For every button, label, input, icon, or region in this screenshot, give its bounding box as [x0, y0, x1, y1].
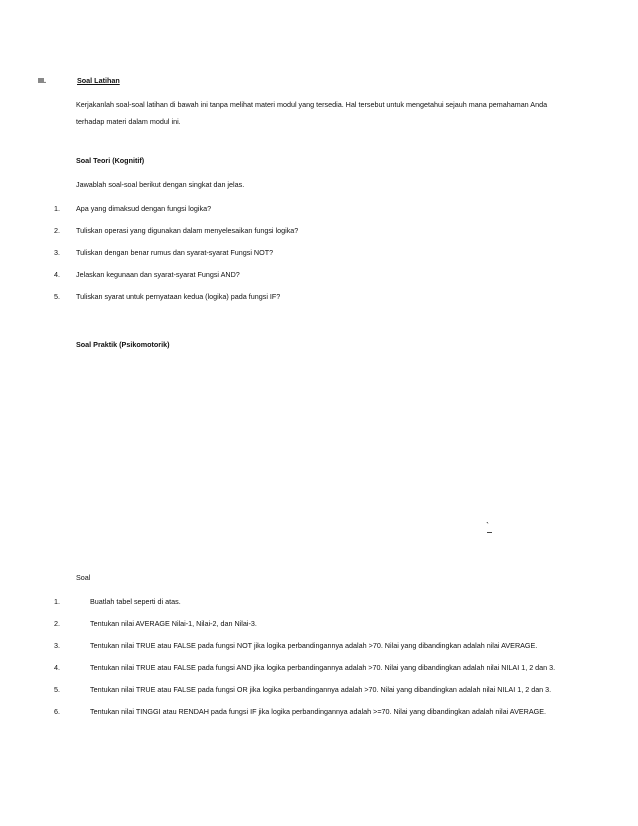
practice-q3-text: Tentukan nilai TRUE atau FALSE pada fungsi NOT jika logika perbandingannya adalah >70. Nilai yang dibandingkan adalah nilai AVERAGE.	[90, 641, 538, 650]
practice-heading: Soal Praktik (Psikomotorik)	[76, 340, 170, 349]
theory-q3-number: 3.	[54, 248, 60, 257]
practice-subheading: Soal	[76, 573, 91, 582]
theory-heading: Soal Teori (Kognitif)	[76, 156, 145, 165]
practice-q1-text: Buatlah tabel seperti di atas.	[90, 597, 181, 606]
practice-q4-number: 4.	[54, 663, 60, 672]
theory-instruction: Jawablah soal-soal berikut dengan singkat dan jelas.	[76, 180, 245, 189]
practice-q1-number: 1.	[54, 597, 60, 606]
theory-q1-number: 1.	[54, 204, 60, 213]
theory-q4-text: Jelaskan kegunaan dan syarat-syarat Fungsi AND?	[76, 270, 240, 279]
theory-q5-number: 5.	[54, 292, 60, 301]
theory-q1-text: Apa yang dimaksud dengan fungsi logika?	[76, 204, 212, 213]
stray-mark: `	[486, 521, 489, 531]
intro-paragraph: Kerjakanlah soal-soal latihan di bawah ini tanpa melihat materi modul yang tersedia. Hal tersebut untuk mengetahui sejauh mana pemahaman Anda terhadap materi dalam modul ini.	[76, 100, 548, 126]
section-title: Soal Latihan	[77, 76, 120, 85]
practice-q5-number: 5.	[54, 685, 60, 694]
theory-q3-text: Tuliskan dengan benar rumus dan syarat-syarat Fungsi NOT?	[76, 248, 274, 257]
stray-underline	[487, 532, 492, 533]
practice-q3-number: 3.	[54, 641, 60, 650]
practice-q6-number: 6.	[54, 707, 60, 716]
theory-q5-text: Tuliskan syarat untuk pernyataan kedua (logika) pada fungsi IF?	[76, 292, 281, 301]
section-number: III.	[38, 76, 46, 85]
practice-q4-text: Tentukan nilai TRUE atau FALSE pada fungsi AND jika logika perbandingannya adalah >70. Nilai yang dibandingkan adalah nilai NILAI 1, 2 dan 3.	[90, 663, 556, 672]
theory-q2-text: Tuliskan operasi yang digunakan dalam menyelesaikan fungsi logika?	[76, 226, 299, 235]
practice-q2-number: 2.	[54, 619, 60, 628]
practice-q5-text: Tentukan nilai TRUE atau FALSE pada fungsi OR jika logika perbandingannya adalah >70. Nilai yang dibandingkan adalah nilai NILAI 1, 2 dan 3.	[90, 685, 552, 694]
practice-q2-text: Tentukan nilai AVERAGE Nilai-1, Nilai-2, dan Nilai-3.	[90, 619, 257, 628]
theory-q4-number: 4.	[54, 270, 60, 279]
practice-q6-text: Tentukan nilai TINGGI atau RENDAH pada fungsi IF jika logika perbandingannya adalah >=70. Nilai yang dibandingkan adalah nilai AVERAGE.	[90, 707, 547, 716]
theory-q2-number: 2.	[54, 226, 60, 235]
